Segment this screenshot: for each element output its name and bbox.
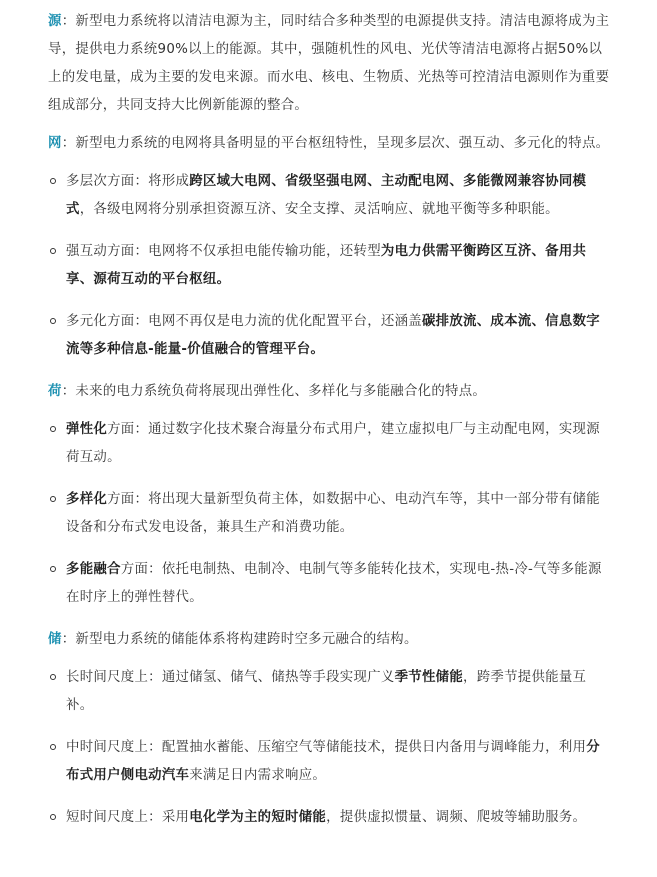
item-bold: 弹性化	[66, 422, 108, 437]
paragraph-source	[48, 8, 613, 120]
list-item	[66, 804, 613, 832]
list-item	[66, 486, 613, 542]
bullet-icon	[50, 178, 56, 184]
list-item	[66, 416, 613, 472]
keyword-storage: 储	[48, 632, 62, 647]
item-bold: 为电力供需平衡跨区互济、备用共享、源荷互动的平台枢纽。	[66, 244, 587, 287]
item-bold: 多能融合	[66, 562, 121, 577]
bullet-icon	[50, 744, 56, 750]
item-text: 长时间尺度上：通过储氢、储气、储热等手段实现广义	[66, 670, 395, 685]
storage-list	[0, 664, 657, 832]
bullet-icon	[50, 248, 56, 254]
list-item	[66, 238, 613, 294]
item-text: 方面：通过数字化技术聚合海量分布式用户，建立虚拟电厂与主动配电网，实现源荷互动。	[66, 422, 600, 465]
paragraph-text: ：新型电力系统将以清洁电源为主，同时结合多种类型的电源提供支持。清洁电源将成为主导，提供电力系统90%以上的能源。其中，强随机性的风电、光伏等清洁电源将占据50%以上的发电量，成为主要的发电来源。而水电、核电、生物质、光热等可控清洁电源则作为重要组成部分，共同支持大比例新能源的整合。	[48, 14, 610, 113]
item-bold: 多样化	[66, 492, 108, 507]
bullet-icon	[50, 426, 56, 432]
item-bold: 跨区域大电网、省级坚强电网、主动配电网、多能微网兼容协同模式	[66, 174, 587, 217]
bullet-icon	[50, 814, 56, 820]
list-item	[66, 734, 613, 790]
paragraph-text: ：未来的电力系统负荷将展现出弹性化、多样化与多能融合化的特点。	[61, 384, 487, 399]
item-text: 来满足日内需求响应。	[189, 768, 327, 783]
item-text: 多元化方面：电网不再仅是电力流的优化配置平台，还涵盖	[66, 314, 422, 329]
item-bold: 季节性储能	[394, 670, 464, 685]
list-item	[66, 556, 613, 612]
list-item	[66, 664, 613, 720]
list-item	[66, 168, 613, 224]
bullet-icon	[50, 496, 56, 502]
grid-list	[0, 168, 657, 364]
item-bold: 电化学为主的短时储能	[189, 810, 327, 825]
paragraph-storage	[48, 626, 613, 654]
item-text: 多层次方面：将形成	[66, 174, 190, 189]
paragraph-text: ：新型电力系统的电网将具备明显的平台枢纽特性，呈现多层次、强互动、多元化的特点。	[61, 136, 610, 151]
paragraph-grid	[48, 130, 613, 158]
keyword-load: 荷	[48, 384, 62, 399]
bullet-icon	[50, 674, 56, 680]
item-text: 方面：依托电制热、电制冷、电制气等多能转化技术，实现电-热-冷-气等多能源在时序上的弹性替代。	[66, 562, 602, 605]
list-item	[66, 308, 613, 364]
item-text: 方面：将出现大量新型负荷主体，如数据中心、电动汽车等，其中一部分带有储能设备和分布式发电设备，兼具生产和消费功能。	[66, 492, 600, 535]
item-text: ，跨季节提供能量互补。	[66, 670, 587, 713]
bullet-icon	[50, 566, 56, 572]
item-text: 中时间尺度上：配置抽水蓄能、压缩空气等储能技术，提供日内备用与调峰能力，利用	[66, 740, 587, 755]
item-text: ，提供虚拟惯量、调频、爬坡等辅助服务。	[326, 810, 587, 825]
item-text: 短时间尺度上：采用	[66, 810, 190, 825]
item-bold: 分布式用户侧电动汽车	[66, 740, 600, 783]
item-text: 强互动方面：电网将不仅承担电能传输功能，还转型	[66, 244, 381, 259]
bullet-icon	[50, 318, 56, 324]
paragraph-load	[48, 378, 613, 406]
keyword-source: 源	[48, 14, 62, 29]
keyword-grid: 网	[48, 136, 62, 151]
paragraph-text: ：新型电力系统的储能体系将构建跨时空多元融合的结构。	[61, 632, 418, 647]
item-text: ，各级电网将分别承担资源互济、安全支撑、灵活响应、就地平衡等多种职能。	[79, 202, 559, 217]
item-bold: 碳排放流、成本流、信息数字流等多种信息-能量-价值融合的管理平台。	[66, 314, 600, 357]
load-list	[0, 416, 657, 612]
